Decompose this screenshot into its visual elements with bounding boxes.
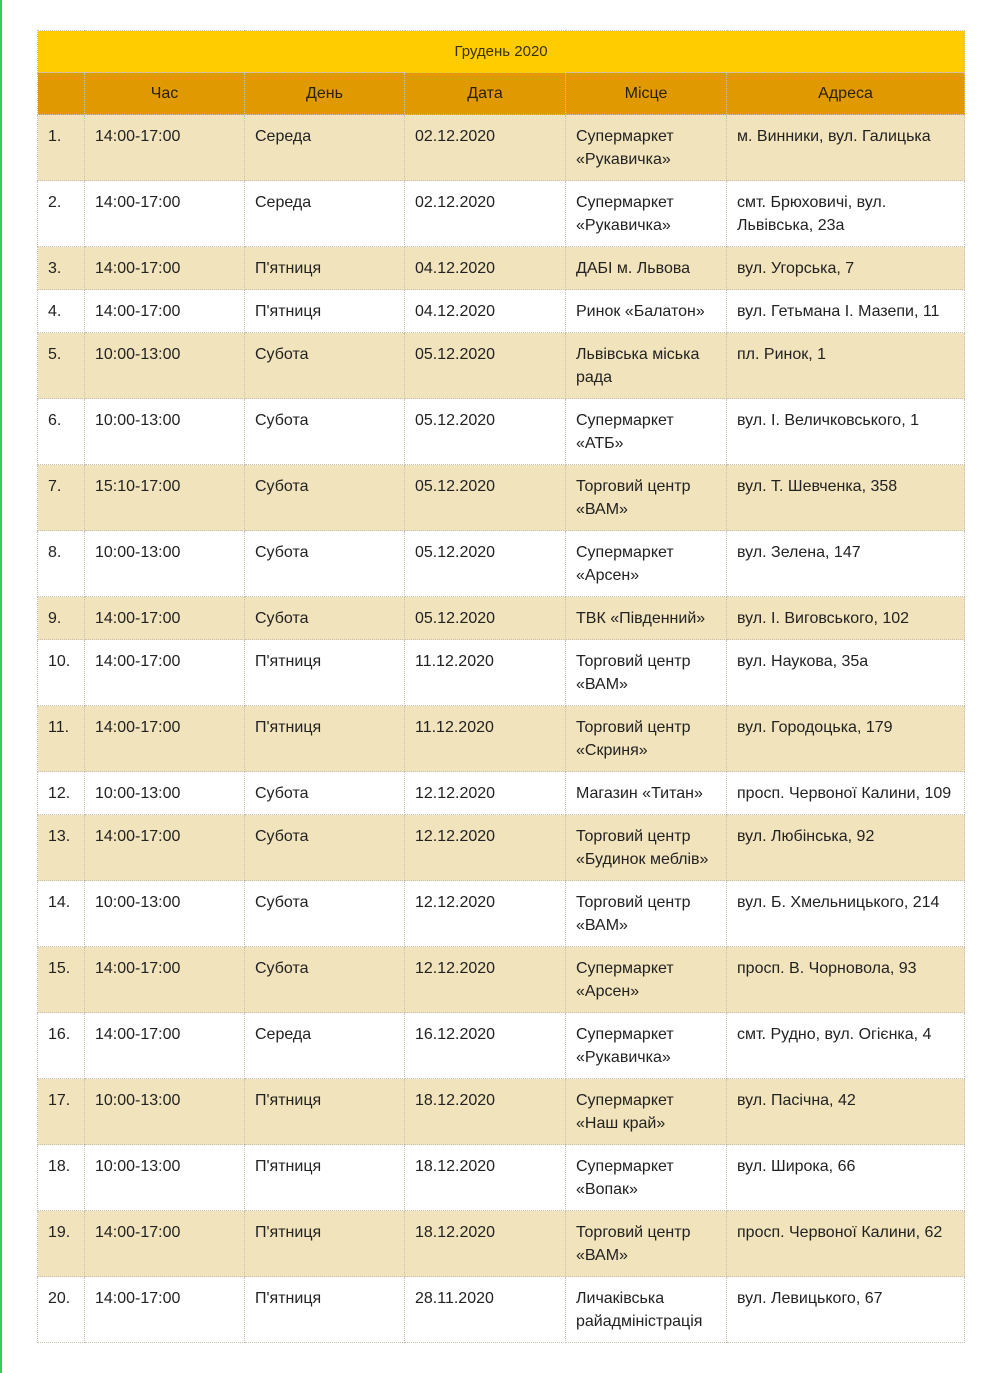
table-row (38, 333, 965, 399)
cell-date: 18.12.2020 (405, 1145, 566, 1211)
cell-day: Субота (245, 333, 405, 399)
cell-place: Супермаркет «Арсен» (566, 947, 727, 1013)
cell-time: 15:10-17:00 (85, 465, 245, 531)
cell-place: Торговий центр «ВАМ» (566, 465, 727, 531)
cell-number: 16. (38, 1013, 85, 1079)
cell-date: 12.12.2020 (405, 772, 566, 815)
table-row (38, 881, 965, 947)
cell-date: 05.12.2020 (405, 399, 566, 465)
table-body (38, 115, 965, 1343)
cell-time: 14:00-17:00 (85, 181, 245, 247)
cell-address: смт. Рудно, вул. Огієнка, 4 (727, 1013, 965, 1079)
cell-time: 14:00-17:00 (85, 1211, 245, 1277)
cell-place: Ринок «Балатон» (566, 290, 727, 333)
cell-time: 10:00-13:00 (85, 333, 245, 399)
cell-place: Торговий центр «ВАМ» (566, 1211, 727, 1277)
cell-day: Субота (245, 947, 405, 1013)
cell-number: 4. (38, 290, 85, 333)
cell-time: 14:00-17:00 (85, 947, 245, 1013)
cell-date: 04.12.2020 (405, 247, 566, 290)
cell-number: 12. (38, 772, 85, 815)
cell-day: Середа (245, 1013, 405, 1079)
cell-day: Субота (245, 465, 405, 531)
cell-number: 6. (38, 399, 85, 465)
cell-date: 12.12.2020 (405, 881, 566, 947)
cell-date: 28.11.2020 (405, 1277, 566, 1343)
cell-place: Супермаркет «Наш край» (566, 1079, 727, 1145)
cell-place: Супермаркет «Рукавичка» (566, 1013, 727, 1079)
cell-address: вул. Левицького, 67 (727, 1277, 965, 1343)
table-row (38, 640, 965, 706)
cell-address: вул. Любінська, 92 (727, 815, 965, 881)
cell-time: 10:00-13:00 (85, 881, 245, 947)
cell-number: 11. (38, 706, 85, 772)
cell-date: 12.12.2020 (405, 947, 566, 1013)
cell-address: вул. Зелена, 147 (727, 531, 965, 597)
cell-place: Торговий центр «ВАМ» (566, 640, 727, 706)
cell-day: Субота (245, 772, 405, 815)
cell-date: 05.12.2020 (405, 465, 566, 531)
cell-date: 12.12.2020 (405, 815, 566, 881)
cell-address: вул. Гетьмана І. Мазепи, 11 (727, 290, 965, 333)
header-day: День (245, 73, 405, 115)
cell-address: вул. Городоцька, 179 (727, 706, 965, 772)
cell-date: 16.12.2020 (405, 1013, 566, 1079)
table-row (38, 1211, 965, 1277)
cell-time: 10:00-13:00 (85, 1145, 245, 1211)
cell-place: Личаківська райадміністрація (566, 1277, 727, 1343)
cell-day: П'ятниця (245, 1277, 405, 1343)
cell-number: 19. (38, 1211, 85, 1277)
cell-time: 14:00-17:00 (85, 597, 245, 640)
cell-place: Львівська міська рада (566, 333, 727, 399)
table-row (38, 947, 965, 1013)
cell-date: 18.12.2020 (405, 1079, 566, 1145)
cell-time: 14:00-17:00 (85, 290, 245, 333)
cell-day: Середа (245, 115, 405, 181)
cell-address: просп. Червоної Калини, 109 (727, 772, 965, 815)
cell-date: 05.12.2020 (405, 531, 566, 597)
cell-place: Супермаркет «Рукавичка» (566, 181, 727, 247)
table-title: Грудень 2020 (38, 31, 965, 73)
table-row (38, 181, 965, 247)
cell-time: 14:00-17:00 (85, 1277, 245, 1343)
cell-place: Супермаркет «Рукавичка» (566, 115, 727, 181)
cell-number: 5. (38, 333, 85, 399)
cell-place: Супермаркет «Арсен» (566, 531, 727, 597)
cell-day: Субота (245, 597, 405, 640)
cell-date: 02.12.2020 (405, 115, 566, 181)
cell-number: 2. (38, 181, 85, 247)
header-number (38, 73, 85, 115)
table-row (38, 247, 965, 290)
cell-number: 15. (38, 947, 85, 1013)
table-row (38, 1277, 965, 1343)
table-row (38, 399, 965, 465)
cell-day: П'ятниця (245, 706, 405, 772)
cell-time: 10:00-13:00 (85, 772, 245, 815)
table-row (38, 1145, 965, 1211)
cell-place: Супермаркет «АТБ» (566, 399, 727, 465)
cell-address: пл. Ринок, 1 (727, 333, 965, 399)
cell-date: 11.12.2020 (405, 640, 566, 706)
table-row (38, 115, 965, 181)
table-row (38, 531, 965, 597)
cell-place: Торговий центр «ВАМ» (566, 881, 727, 947)
cell-date: 02.12.2020 (405, 181, 566, 247)
cell-time: 10:00-13:00 (85, 531, 245, 597)
table-row (38, 772, 965, 815)
table-row (38, 815, 965, 881)
cell-place: Магазин «Титан» (566, 772, 727, 815)
table-row (38, 290, 965, 333)
cell-day: П'ятниця (245, 1145, 405, 1211)
cell-address: просп. Червоної Калини, 62 (727, 1211, 965, 1277)
cell-address: вул. Широка, 66 (727, 1145, 965, 1211)
header-date: Дата (405, 73, 566, 115)
cell-day: П'ятниця (245, 1211, 405, 1277)
cell-address: вул. Б. Хмельницького, 214 (727, 881, 965, 947)
cell-number: 8. (38, 531, 85, 597)
cell-time: 10:00-13:00 (85, 399, 245, 465)
cell-address: вул. Угорська, 7 (727, 247, 965, 290)
table-row (38, 1013, 965, 1079)
cell-time: 14:00-17:00 (85, 1013, 245, 1079)
cell-day: П'ятниця (245, 1079, 405, 1145)
table-row (38, 706, 965, 772)
header-address: Адреса (727, 73, 965, 115)
cell-day: П'ятниця (245, 640, 405, 706)
cell-date: 05.12.2020 (405, 333, 566, 399)
cell-address: м. Винники, вул. Галицька (727, 115, 965, 181)
cell-day: П'ятниця (245, 247, 405, 290)
cell-number: 13. (38, 815, 85, 881)
cell-place: ТВК «Південний» (566, 597, 727, 640)
cell-number: 9. (38, 597, 85, 640)
cell-date: 04.12.2020 (405, 290, 566, 333)
table-title-row (38, 31, 965, 73)
cell-address: вул. Наукова, 35а (727, 640, 965, 706)
cell-number: 3. (38, 247, 85, 290)
cell-time: 10:00-13:00 (85, 1079, 245, 1145)
cell-day: П'ятниця (245, 290, 405, 333)
cell-day: Середа (245, 181, 405, 247)
cell-date: 11.12.2020 (405, 706, 566, 772)
cell-time: 14:00-17:00 (85, 640, 245, 706)
cell-address: вул. Пасічна, 42 (727, 1079, 965, 1145)
table-row (38, 1079, 965, 1145)
schedule-table (37, 30, 965, 1343)
cell-address: смт. Брюховичі, вул. Львівська, 23а (727, 181, 965, 247)
cell-address: вул. І. Виговського, 102 (727, 597, 965, 640)
cell-number: 1. (38, 115, 85, 181)
cell-day: Субота (245, 399, 405, 465)
cell-address: вул. І. Величковського, 1 (727, 399, 965, 465)
cell-time: 14:00-17:00 (85, 247, 245, 290)
cell-place: ДАБІ м. Львова (566, 247, 727, 290)
cell-place: Торговий центр «Будинок меблів» (566, 815, 727, 881)
cell-number: 14. (38, 881, 85, 947)
cell-date: 05.12.2020 (405, 597, 566, 640)
cell-day: Субота (245, 531, 405, 597)
header-place: Місце (566, 73, 727, 115)
cell-number: 20. (38, 1277, 85, 1343)
cell-place: Супермаркет «Вопак» (566, 1145, 727, 1211)
cell-place: Торговий центр «Скриня» (566, 706, 727, 772)
cell-number: 10. (38, 640, 85, 706)
cell-address: вул. Т. Шевченка, 358 (727, 465, 965, 531)
cell-number: 17. (38, 1079, 85, 1145)
cell-number: 7. (38, 465, 85, 531)
cell-day: Субота (245, 815, 405, 881)
cell-day: Субота (245, 881, 405, 947)
cell-address: просп. В. Чорновола, 93 (727, 947, 965, 1013)
table-header-row (38, 73, 965, 115)
table-row (38, 465, 965, 531)
cell-time: 14:00-17:00 (85, 706, 245, 772)
header-time: Час (85, 73, 245, 115)
cell-date: 18.12.2020 (405, 1211, 566, 1277)
table-row (38, 597, 965, 640)
left-border-line (0, 0, 2, 1373)
cell-number: 18. (38, 1145, 85, 1211)
cell-time: 14:00-17:00 (85, 815, 245, 881)
cell-time: 14:00-17:00 (85, 115, 245, 181)
